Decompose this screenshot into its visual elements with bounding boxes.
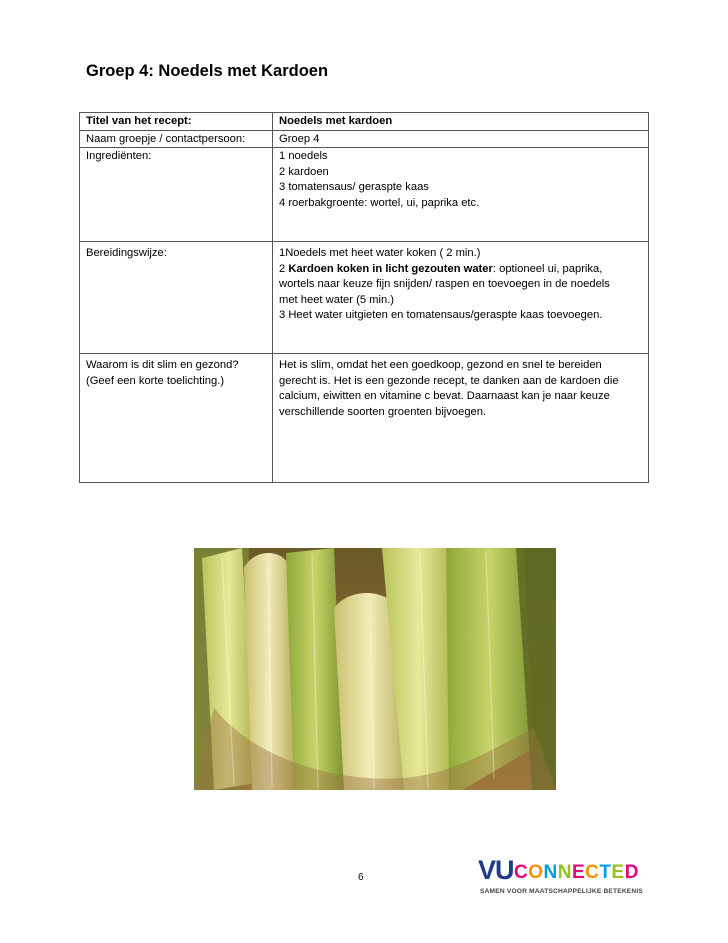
recipe-title-label: Titel van het recept: [80,113,273,131]
preparation-value [273,242,649,354]
logo-letter: N [543,862,558,883]
preparation-step: 1Noedels met heet water koken ( 2 min.) [279,247,481,259]
logo-letter: T [599,862,612,883]
contact-value: Groep 4 [273,130,649,148]
preparation-step: 3 Heet water uitgieten en tomatensaus/geraspte kaas toevoegen. [279,309,603,321]
reasoning-label [80,354,273,483]
ingredient-item: 1 noedels [279,150,328,162]
page-title: Groep 4: Noedels met Kardoen [86,62,329,80]
preparation-label: Bereidingswijze: [80,242,273,354]
table-row [80,354,649,483]
logo-letter: N [557,862,572,883]
table-row [80,130,649,148]
reasoning-text: calcium, eiwitten en vitamine c bevat. Daarnaast kan je naar keuze [279,390,610,402]
ingredient-item: 3 tomatensaus/ geraspte kaas [279,181,429,193]
ingredient-item: 4 roerbakgroente: wortel, ui, paprika etc. [279,196,480,209]
reasoning-value [273,354,649,483]
logo-letter: C [585,862,600,883]
cardoon-photo [194,548,556,790]
page-number: 6 [358,872,364,883]
reasoning-hint: (Geef een korte toelichting.) [86,374,225,387]
reasoning-text: verschillende soorten groenten bijvoegen. [279,405,487,418]
recipe-title-value: Noedels met kardoen [273,113,649,131]
reasoning-text: gerecht is. Het is een gezonde recept, te danken aan de kardoen die [279,374,619,387]
recipe-table [79,112,649,483]
ingredients-label: Ingrediënten: [80,148,273,242]
step-text: : optioneel ui, paprika, [492,262,603,275]
table-row [80,113,649,131]
contact-label: Naam groepje / contactpersoon: [80,130,273,148]
reasoning-text: Het is slim, omdat het een goedkoop, gezond en snel te bereiden [279,359,602,371]
ingredients-value [273,148,649,242]
logo-tagline: SAMEN VOOR MAATSCHAPPELIJKE BETEKENIS [480,888,643,895]
preparation-step: met heet water (5 min.) [279,293,395,306]
logo-letter: C [514,862,529,883]
ingredient-item: 2 kardoen [279,165,329,178]
logo-letter: E [571,862,586,883]
logo-letter: O [528,862,544,883]
logo-vu: VU [478,855,514,885]
step-number: 2 [279,262,289,275]
preparation-step: wortels naar keuze fijn snijden/ raspen en toevoegen in de noedels [279,278,610,290]
step-emphasis: Kardoen koken in licht gezouten water [288,262,493,275]
logo-letter: D [624,862,639,883]
reasoning-question: Waarom is dit slim en gezond? [86,359,239,371]
table-row [80,148,649,242]
vu-connected-logo [478,855,648,901]
table-row [80,242,649,354]
logo-connected [514,862,639,884]
logo-letter: E [611,862,625,883]
preparation-step [279,262,642,278]
